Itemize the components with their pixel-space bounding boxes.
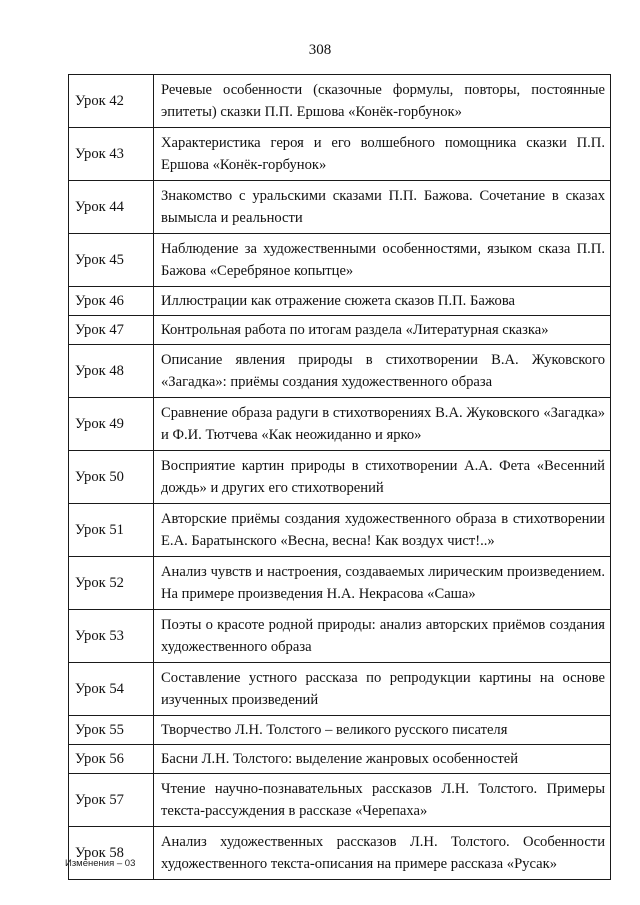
lesson-number: Урок 46 xyxy=(69,287,154,316)
table-row xyxy=(69,610,611,663)
lesson-topic-text: Иллюстрации как отражение сюжета сказов П.П. Бажова xyxy=(161,292,516,309)
lesson-topic-text: Речевые особенности (сказочные формулы, повторы, постоянные эпитеты) сказки П.П. Ершова «Конёк-горбунок» xyxy=(161,81,605,120)
lesson-topic xyxy=(154,128,611,181)
lesson-number: Урок 55 xyxy=(69,716,154,745)
lesson-topic-text: Наблюдение за художественными особенностями, языком сказа П.П. Бажова «Серебряное копытце» xyxy=(161,240,605,279)
table-row xyxy=(69,557,611,610)
table-row xyxy=(69,398,611,451)
lesson-number: Урок 42 xyxy=(69,75,154,128)
lesson-topic-text: Авторские приёмы создания художественного образа в стихотворении Е.А. Баратынского «Весна, весна! Как воздух чист!..» xyxy=(161,510,605,549)
lesson-topic xyxy=(154,398,611,451)
lesson-topic-text: Знакомство с уральскими сказами П.П. Бажова. Сочетание в сказах вымысла и реальности xyxy=(161,187,605,226)
table-row xyxy=(69,504,611,557)
table-row xyxy=(69,75,611,128)
table-row xyxy=(69,316,611,345)
lessons-table xyxy=(68,74,611,880)
lesson-number: Урок 58 xyxy=(69,827,154,880)
lesson-topic-text: Анализ художественных рассказов Л.Н. Толстого. Особенности художественного текста-описания на примере рассказа «Русак» xyxy=(161,833,605,872)
table-row xyxy=(69,774,611,827)
lesson-topic xyxy=(154,316,611,345)
lesson-number: Урок 51 xyxy=(69,504,154,557)
lesson-number: Урок 53 xyxy=(69,610,154,663)
lesson-topic xyxy=(154,345,611,398)
lesson-topic-text: Басни Л.Н. Толстого: выделение жанровых особенностей xyxy=(161,750,519,767)
lesson-number: Урок 54 xyxy=(69,663,154,716)
lesson-number: Урок 57 xyxy=(69,774,154,827)
lesson-topic-text: Контрольная работа по итогам раздела «Литературная сказка» xyxy=(161,321,549,338)
lesson-topic xyxy=(154,181,611,234)
lesson-topic xyxy=(154,774,611,827)
lesson-topic-text: Творчество Л.Н. Толстого – великого русского писателя xyxy=(161,721,508,738)
lesson-number: Урок 48 xyxy=(69,345,154,398)
lesson-number: Урок 43 xyxy=(69,128,154,181)
table-row xyxy=(69,827,611,880)
revision-footer: Изменения – 03 xyxy=(65,858,136,869)
lesson-topic xyxy=(154,287,611,316)
lesson-number: Урок 50 xyxy=(69,451,154,504)
lesson-topic-text: Анализ чувств и настроения, создаваемых лирическим произведением. На примере произведения Н.А. Некрасова «Саша» xyxy=(161,563,605,602)
lesson-number: Урок 49 xyxy=(69,398,154,451)
lesson-topic-text: Описание явления природы в стихотворении В.А. Жуковского «Загадка»: приёмы создания художественного образа xyxy=(161,351,605,390)
lesson-topic-text: Сравнение образа радуги в стихотворениях В.А. Жуковского «Загадка» и Ф.И. Тютчева «Как неожиданно и ярко» xyxy=(161,404,605,443)
lesson-topic xyxy=(154,610,611,663)
table-row xyxy=(69,345,611,398)
lesson-topic xyxy=(154,75,611,128)
lesson-topic xyxy=(154,234,611,287)
lesson-topic xyxy=(154,827,611,880)
lesson-topic xyxy=(154,451,611,504)
lesson-number: Урок 45 xyxy=(69,234,154,287)
lesson-topic xyxy=(154,716,611,745)
table-row xyxy=(69,234,611,287)
table-row xyxy=(69,663,611,716)
lesson-number: Урок 47 xyxy=(69,316,154,345)
lesson-topic xyxy=(154,557,611,610)
table-row xyxy=(69,128,611,181)
table-row xyxy=(69,745,611,774)
lesson-number: Урок 52 xyxy=(69,557,154,610)
page-number: 308 xyxy=(308,42,332,58)
lesson-topic-text: Поэты о красоте родной природы: анализ авторских приёмов создания художественного образа xyxy=(161,616,605,655)
table-row xyxy=(69,451,611,504)
lesson-topic xyxy=(154,745,611,774)
lesson-topic xyxy=(154,663,611,716)
table-row xyxy=(69,181,611,234)
lesson-topic xyxy=(154,504,611,557)
table-row xyxy=(69,716,611,745)
lesson-topic-text: Характеристика героя и его волшебного помощника сказки П.П. Ершова «Конёк-горбунок» xyxy=(161,134,605,173)
table-row xyxy=(69,287,611,316)
lesson-number: Урок 56 xyxy=(69,745,154,774)
lesson-number: Урок 44 xyxy=(69,181,154,234)
lesson-topic-text: Составление устного рассказа по репродукции картины на основе изученных произведений xyxy=(161,669,605,708)
lesson-topic-text: Восприятие картин природы в стихотворении А.А. Фета «Весенний дождь» и других его стихотворений xyxy=(161,457,605,496)
lesson-topic-text: Чтение научно-познавательных рассказов Л.Н. Толстого. Примеры текста-рассуждения в рассказе «Черепаха» xyxy=(161,780,605,819)
